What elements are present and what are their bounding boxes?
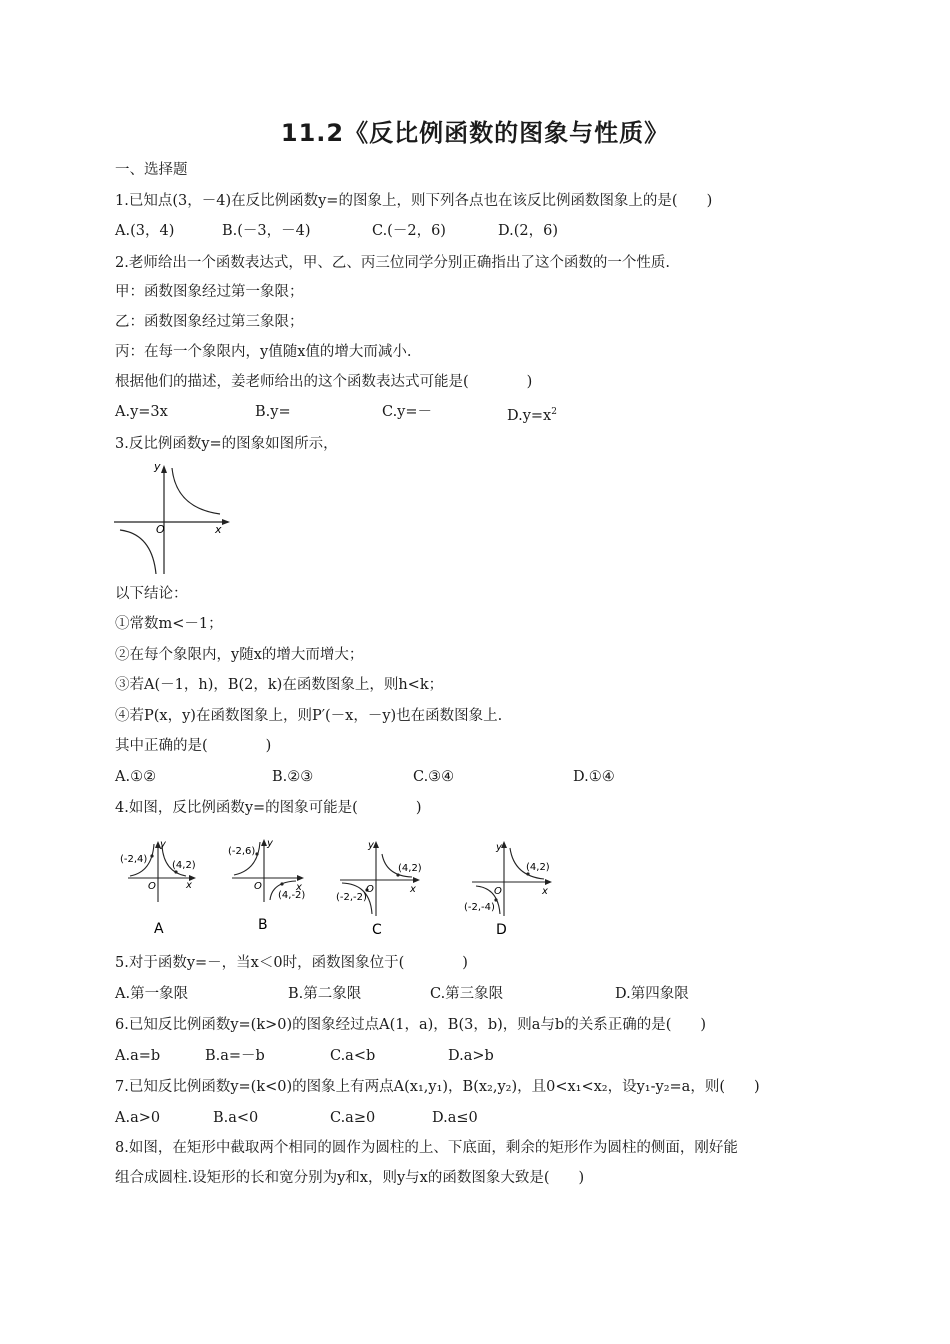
q4d-y-label: y <box>496 842 502 853</box>
page-title: 11.2《反比例函数的图象与性质》 <box>280 119 670 147</box>
q4d-x-label: x <box>542 886 548 897</box>
q4c-origin-label: O <box>366 884 374 895</box>
q3-statement-2: ②在每个象限内，y随x的增大而增大； <box>115 647 364 663</box>
q6-stem: 6.已知反比例函数y=(k>0)的图象经过点A(1，a)，B(3，b)，则a与b的关系正确的是( ) <box>115 1017 707 1033</box>
q4a-y-label: y <box>160 839 166 850</box>
q4a-point-1 <box>150 854 153 857</box>
q2-option-d <box>507 402 557 426</box>
q5-option-b: B.第二象限 <box>288 986 362 1002</box>
q1-option-b: B.(－3，－4) <box>222 223 311 239</box>
q4c-point-2-label: (4,2) <box>398 863 422 874</box>
q3-graph <box>112 458 237 576</box>
q8-line-1: 8.如图，在矩形中截取两个相同的圆作为圆柱的上、下底面，剩余的矩形作为圆柱的侧面，刚好能 <box>115 1140 738 1156</box>
q4c-label: C <box>372 922 382 938</box>
q3-stem: 3.反比例函数y=的图象如图所示， <box>115 436 338 452</box>
q5-option-a: A.第一象限 <box>115 986 189 1002</box>
q4b-y-label: y <box>267 838 273 849</box>
q3-option-d: D.①④ <box>573 769 615 785</box>
q4b-x-arrow <box>297 875 304 881</box>
q4d-origin-label: O <box>494 886 502 897</box>
q3-option-c: C.③④ <box>413 769 455 785</box>
q5-option-c: C.第三象限 <box>430 986 504 1002</box>
q3-origin-label: O <box>156 523 165 536</box>
q4c-x-arrow <box>413 877 420 883</box>
q4c-point-1-label: (-2,-2) <box>336 892 367 903</box>
q4b-point-1 <box>255 852 258 855</box>
q7-stem: 7.已知反比例函数y=(k<0)的图象上有两点A(x₁,y₁)，B(x₂,y₂)，且0<x₁<x₂，设y₁-y₂=a，则( ) <box>115 1079 760 1095</box>
q4b-point-2 <box>280 882 283 885</box>
q8-line-2: 组合成圆柱.设矩形的长和宽分别为y和x，则y与x的函数图象大致是( ) <box>115 1170 585 1186</box>
q1-stem: 1.已知点(3，－4)在反比例函数y=的图象上，则下列各点也在该反比例函数图象上的是( ) <box>115 193 713 209</box>
q4a-origin-label: O <box>148 881 156 892</box>
q7-option-a: A.a>0 <box>115 1110 161 1126</box>
q6-option-c: C.a<b <box>330 1048 376 1064</box>
q3-statement-3: ③若A(－1，h)，B(2，k)在函数图象上，则h<k； <box>115 677 444 693</box>
q6-option-a: A.a=b <box>115 1048 161 1064</box>
q3-curve-q3 <box>120 530 156 574</box>
q4c-x-label: x <box>410 884 416 895</box>
q2-option-b: B.y= <box>255 404 291 420</box>
q2-bing: 丙：在每一个象限内，y值随x值的增大而减小. <box>115 344 412 360</box>
q7-option-c: C.a≥0 <box>330 1110 376 1126</box>
q4b-point-1-label: (-2,6) <box>228 846 256 857</box>
q2-option-a: A.y=3x <box>115 404 168 420</box>
q3-y-label: y <box>154 460 161 473</box>
q4d-x-arrow <box>545 879 552 885</box>
q3-statement-1: ①常数m<－1； <box>115 616 223 632</box>
q3-intro: 以下结论： <box>115 586 188 602</box>
q3-option-b: B.②③ <box>272 769 314 785</box>
q4-graph-d <box>460 836 560 942</box>
q7-option-d: D.a≤0 <box>432 1110 478 1126</box>
q4b-label: B <box>258 917 268 933</box>
q4-graph-c <box>332 836 432 942</box>
q6-option-d: D.a>b <box>448 1048 494 1064</box>
q3-x-label: x <box>215 523 222 536</box>
q2-stem: 2.老师给出一个函数表达式，甲、乙、丙三位同学分别正确指出了这个函数的一个性质. <box>115 255 670 271</box>
q2-option-c: C.y=－ <box>382 404 433 420</box>
q4c-y-label: y <box>368 840 374 851</box>
q5-option-d: D.第四象限 <box>615 986 689 1002</box>
q4d-point-1-label: (-2,-4) <box>464 902 495 913</box>
q4-graph-b <box>222 836 312 940</box>
q1-option-c: C.(－2，6) <box>372 223 446 239</box>
q3-ask: 其中正确的是( ) <box>115 738 272 754</box>
q4b-x-label: x <box>296 882 302 893</box>
q4a-point-1-label: (-2,4) <box>120 854 148 865</box>
q4a-x-label: x <box>186 880 192 891</box>
q2-option-d-text: D.y=x <box>507 408 552 424</box>
q4b-origin-label: O <box>254 881 262 892</box>
q6-option-b: B.a=－b <box>205 1048 265 1064</box>
q4d-point-2-label: (4,2) <box>526 862 550 873</box>
q5-stem: 5.对于函数y=－，当x＜0时，函数图象位于( ) <box>115 955 468 971</box>
q4-graph-a <box>118 836 202 940</box>
q4a-point-2-label: (4,2) <box>172 860 196 871</box>
q4d-label: D <box>496 922 507 938</box>
q3-y-arrow <box>161 465 167 473</box>
q7-option-b: B.a<0 <box>213 1110 259 1126</box>
q4a-label: A <box>154 921 164 937</box>
q3-statement-4: ④若P(x，y)在函数图象上，则P′(－x，－y)也在函数图象上. <box>115 708 503 724</box>
q4b-point-2-label: (4,-2) <box>278 890 306 901</box>
q3-curve-q1 <box>172 468 220 514</box>
q4-stem: 4.如图，反比例函数y=的图象可能是( ) <box>115 800 422 816</box>
q2-ask: 根据他们的描述，姜老师给出的这个函数表达式可能是( ) <box>115 374 533 390</box>
q1-option-a: A.(3，4) <box>115 223 175 239</box>
q2-yi: 乙：函数图象经过第三象限； <box>115 314 304 330</box>
q1-option-d: D.(2，6) <box>498 223 558 239</box>
q2-jia: 甲：函数图象经过第一象限； <box>115 284 304 300</box>
q2-option-d-exponent: 2 <box>551 407 557 417</box>
q3-option-a: A.①② <box>115 769 157 785</box>
section-heading: 一、选择题 <box>115 162 188 178</box>
q3-x-arrow <box>222 519 230 525</box>
